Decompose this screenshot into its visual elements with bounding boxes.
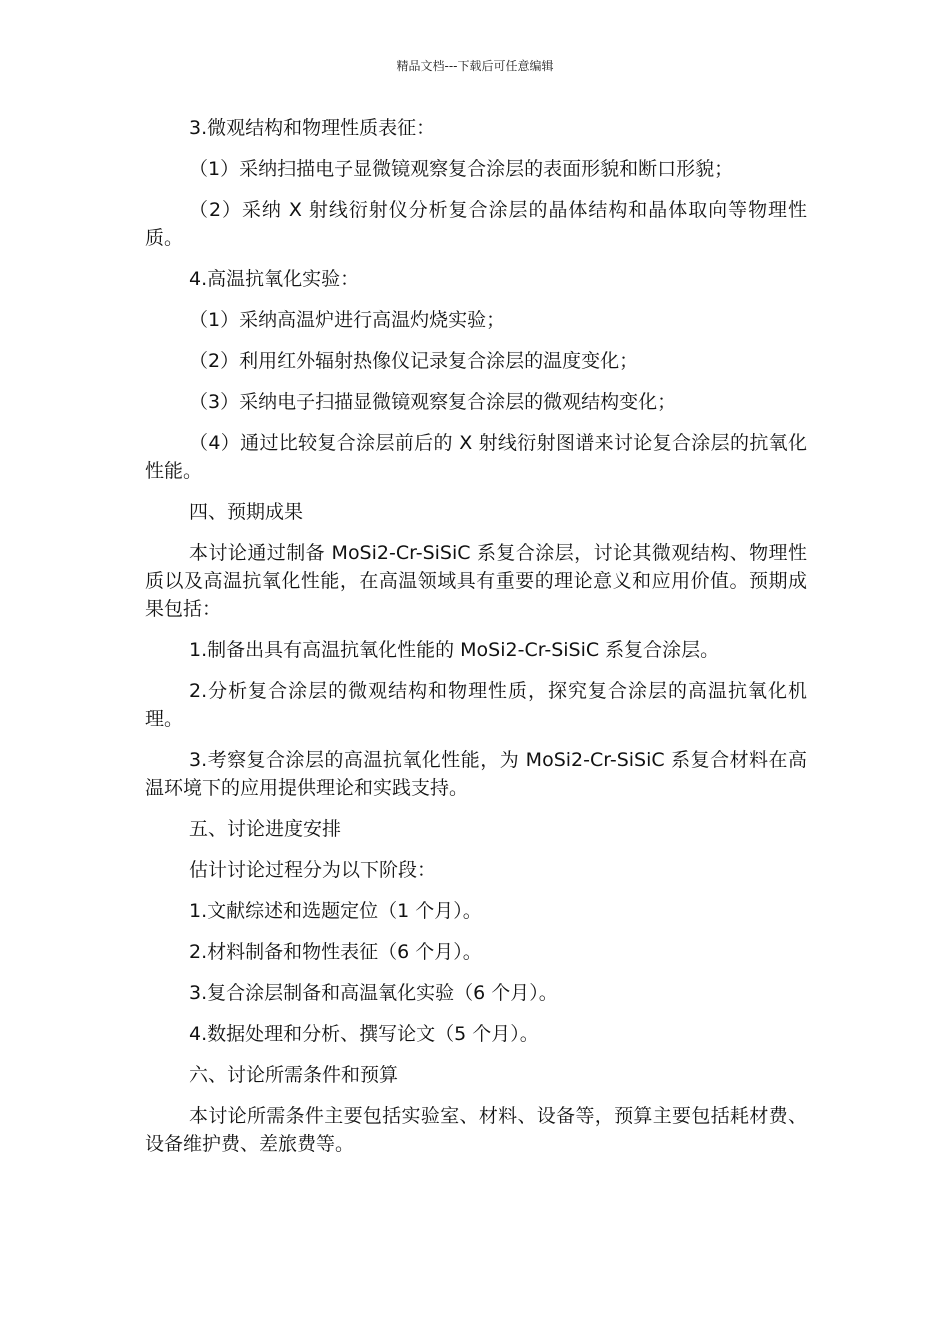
paragraph-schedule-1: 1.文献综述和选题定位（1 个月）。	[189, 900, 482, 922]
paragraph-sem-microstructure: （3）采纳电子扫描显微镜观察复合涂层的微观结构变化；	[189, 391, 677, 413]
paragraph-sem-morphology: （1）采纳扫描电子显微镜观察复合涂层的表面形貌和断口形貌；	[189, 158, 734, 180]
paragraph-expected-intro: 本讨论通过制备 MoSi2-Cr-SiSiC 系复合涂层，讨论其微观结构、物理性质以及高温抗氧化性能，在高温领域具有重要的理论意义和应用价值。预期成果包括：	[145, 542, 807, 620]
document-body	[145, 114, 807, 1171]
page-header: 精品文档---下载后可任意编辑	[396, 59, 554, 73]
section-heading-expected-results: 四、预期成果	[189, 501, 304, 523]
paragraph-xrd-comparison: （4）通过比较复合涂层前后的 X 射线衍射图谱来讨论复合涂层的抗氧化性能。	[145, 432, 807, 482]
paragraph-result-3: 3.考察复合涂层的高温抗氧化性能，为 MoSi2-Cr-SiSiC 系复合材料在高温环境下的应用提供理论和实践支持。	[145, 749, 807, 799]
paragraph-furnace-test: （1）采纳高温炉进行高温灼烧实验；	[189, 309, 506, 331]
paragraph-schedule-4: 4.数据处理和分析、撰写论文（5 个月）。	[189, 1023, 539, 1045]
paragraph-conditions-budget: 本讨论所需条件主要包括实验室、材料、设备等，预算主要包括耗材费、设备维护费、差旅费等。	[145, 1105, 807, 1155]
paragraph-characterization-heading: 3.微观结构和物理性质表征：	[189, 117, 436, 139]
section-heading-conditions-budget: 六、讨论所需条件和预算	[189, 1064, 399, 1086]
section-heading-schedule: 五、讨论进度安排	[189, 818, 342, 840]
paragraph-xrd-structure: （2）采纳 X 射线衍射仪分析复合涂层的晶体结构和晶体取向等物理性质。	[145, 199, 807, 249]
paragraph-result-1: 1.制备出具有高温抗氧化性能的 MoSi2-Cr-SiSiC 系复合涂层。	[189, 639, 720, 661]
paragraph-schedule-3: 3.复合涂层制备和高温氧化实验（6 个月）。	[189, 982, 558, 1004]
paragraph-result-2: 2.分析复合涂层的微观结构和物理性质，探究复合涂层的高温抗氧化机理。	[145, 680, 807, 730]
paragraph-schedule-2: 2.材料制备和物性表征（6 个月）。	[189, 941, 482, 963]
paragraph-oxidation-heading: 4.高温抗氧化实验：	[189, 268, 360, 290]
paragraph-thermal-imaging: （2）利用红外辐射热像仪记录复合涂层的温度变化；	[189, 350, 639, 372]
paragraph-schedule-intro: 估计讨论过程分为以下阶段：	[189, 859, 437, 881]
